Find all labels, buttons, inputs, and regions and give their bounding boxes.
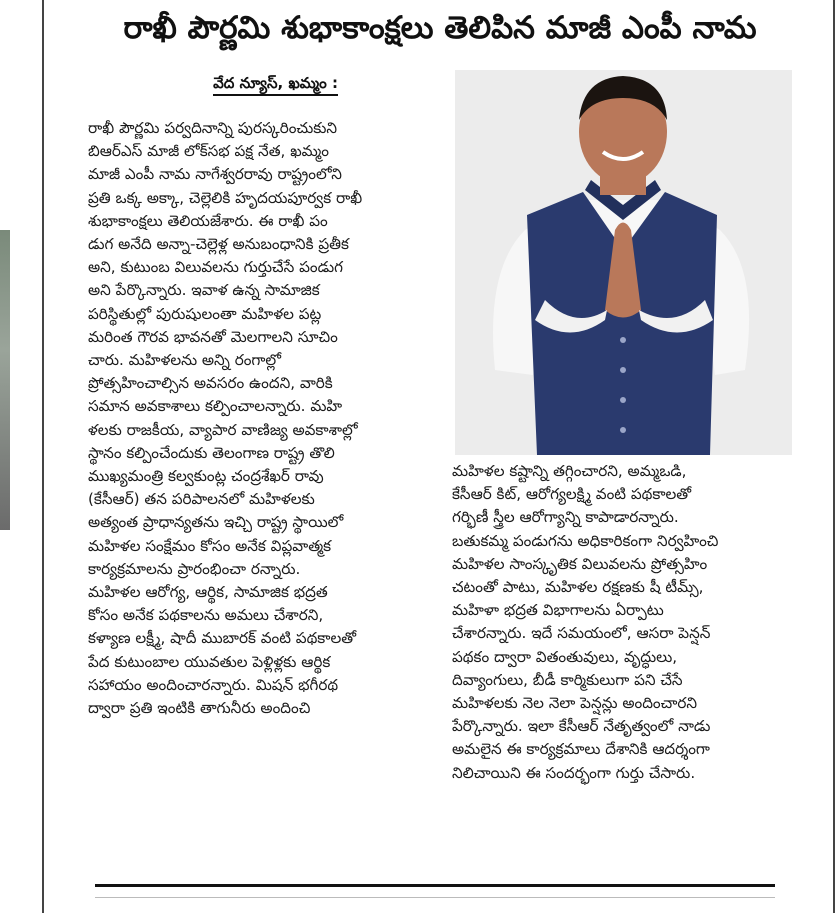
body-line: గర్భిణీ స్త్రీల ఆరోగ్యాన్ని కాపాడారన్నారు. — [452, 508, 679, 527]
body-line: చేశారన్నారు. ఇదే సమయంలో, ఆసరా పెన్షన్ — [452, 624, 711, 643]
portrait-illustration — [455, 70, 792, 455]
body-line: అత్యంత ప్రాధాన్యతను ఇచ్చి రాష్ట్ర స్థాయిలో — [88, 513, 344, 532]
bottom-rule — [95, 884, 775, 887]
body-line: ళలకు రాజకీయ, వ్యాపార వాణిజ్య అవకాశాల్లో — [88, 420, 358, 439]
body-line: రాఖీ పౌర్ణమి పర్వదినాన్ని పురస్కరించుకుని — [88, 119, 338, 137]
dateline-text: వేద న్యూస్, ఖమ్మం : — [213, 74, 338, 96]
politician-portrait-photo — [455, 70, 792, 455]
body-line: కేసీఆర్ కిట్, ఆరోగ్యలక్ష్మి వంటి పథకాలతో — [452, 485, 692, 504]
body-line: ద్వారా ప్రతి ఇంటికి తాగునీరు అందించి — [88, 699, 311, 718]
body-line: కోసం అనేక పథకాలను అమలు చేశారని, — [88, 606, 324, 625]
body-line: అని పేర్కొన్నారు. ఇవాళ ఉన్న సామాజిక — [88, 281, 320, 300]
body-line: బతుకమ్మ పండుగను అధికారికంగా నిర్వహించి — [452, 531, 719, 550]
body-line: మహిళల సంక్షేమం కోసం అనేక విప్లవాత్మక — [88, 536, 332, 555]
body-line: శుభాకాంక్షలు తెలియజేశారు. ఈ రాఖీ పం — [88, 211, 328, 230]
body-line: మహిళా భద్రత విభాగాలను ఏర్పాటు — [452, 601, 664, 620]
adjacent-photo-fragment — [0, 230, 10, 530]
article-body-left-column — [88, 117, 428, 720]
body-line: ప్రోత్సహించాల్సిన అవసరం ఉందని, వారికి — [88, 374, 333, 393]
body-line: (కేసీఆర్) తన పరిపాలనలో మహిళలకు — [88, 490, 315, 509]
body-line: సమాన అవకాశాలు కల్పించాలన్నారు. మహి — [88, 397, 343, 416]
page-border-right — [833, 0, 835, 913]
body-line: మహిళల సాంస్కృతిక విలువలను ప్రోత్సహిం — [452, 554, 708, 573]
body-line: నిలిచాయిని ఈ సందర్భంగా గుర్తు చేసారు. — [452, 763, 696, 782]
body-line: కార్యక్రమాలను ప్రారంభించా రన్నారు. — [88, 559, 301, 578]
bottom-margin-line — [95, 897, 775, 898]
adjacent-column-edge — [0, 0, 44, 913]
body-line: పరిస్థితుల్లో పురుషులంతా మహిళల పట్ల — [88, 304, 322, 323]
body-line: మహిళల ఆరోగ్య, ఆర్థిక, సామాజిక భద్రత — [88, 583, 328, 602]
body-line: పేర్కొన్నారు. ఇలా కేసీఆర్ నేతృత్వంలో నాడు — [452, 717, 711, 736]
body-line: చటంతో పాటు, మహిళల రక్షణకు షీ టీమ్స్, — [452, 578, 704, 597]
body-line: సహాయం అందించారన్నారు. మిషన్ భగీరథ — [88, 675, 339, 694]
body-line: అని, కుటుంబ విలువలను గుర్తుచేసే పండుగ — [88, 258, 343, 277]
body-line: మహిళలకు నెల నెలా పెన్షన్లు అందించారని — [452, 694, 698, 713]
body-line: ప్రతి ఒక్క అక్కా, చెల్లెలికి హృదయపూర్వక రాఖీ — [88, 188, 363, 207]
body-line: కళ్యాణ లక్ష్మీ, షాదీ ముబారక్ వంటి పథకాలతో — [88, 629, 357, 648]
body-line: పథకం ద్వారా వితంతువులు, వృద్ధులు, — [452, 647, 678, 666]
body-line: స్థానం కల్పించేందుకు తెలంగాణ రాష్ట్ర తొలి — [88, 443, 335, 462]
article-dateline — [88, 74, 338, 96]
body-line: అమలైన ఈ కార్యక్రమాలు దేశానికి ఆదర్శంగా — [452, 740, 710, 759]
body-line: మాజీ ఎంపీ నామ నాగేశ్వరరావు రాష్ట్రంలోని — [88, 165, 342, 184]
body-line: మహిళల కష్టాన్ని తగ్గించారని, అమ్మఒడి, — [452, 462, 687, 480]
body-line: చారు. మహిళలను అన్ని రంగాల్లో — [88, 351, 282, 370]
body-line: డుగ అనేది అన్నా-చెల్లెళ్ల అనుబంధానికి ప్రతీక — [88, 235, 349, 254]
article-headline: రాఖీ పౌర్ణమి శుభాకాంక్షలు తెలిపిన మాజీ ఎంపీ నామ — [123, 10, 757, 46]
body-line: పేద కుటుంబాల యువతుల పెళ్లిళ్లకు ఆర్థిక — [88, 652, 331, 671]
body-line: మరింత గౌరవ భావనతో మెలగాలని సూచిం — [88, 327, 338, 346]
body-line: బిఆర్ఎస్ మాజీ లోక్‌సభ పక్ష నేత, ఖమ్మం — [88, 142, 329, 161]
body-line: దివ్యాంగులు, బీడీ కార్మికులుగా పని చేసే — [452, 670, 683, 689]
article-body-right-column — [452, 460, 792, 785]
body-line: ముఖ్యమంత్రి కల్వకుంట్ల చంద్రశేఖర్ రావు — [88, 467, 324, 486]
